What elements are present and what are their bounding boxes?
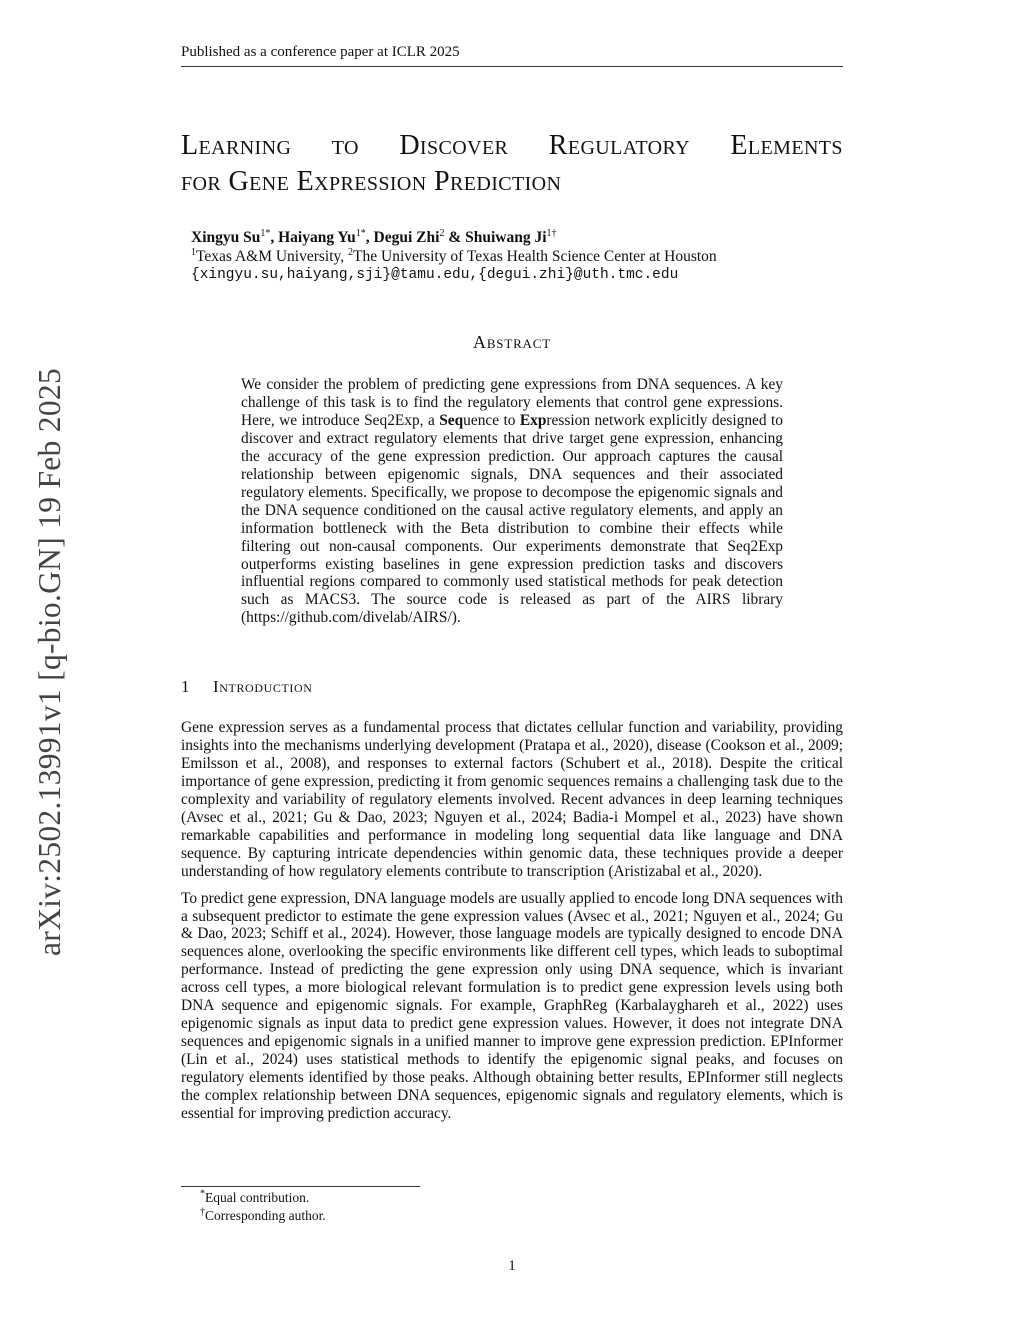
author-names — [191, 228, 843, 247]
paper-title — [181, 128, 843, 200]
affiliation-mark: 2 — [348, 246, 354, 258]
section-heading — [181, 677, 843, 697]
author-name: Haiyang Yu — [278, 229, 356, 246]
page-number: 1 — [508, 1258, 516, 1274]
author-mark: 1* — [355, 227, 366, 239]
footnote-text: Equal contribution. — [205, 1190, 310, 1205]
title-word: Learning — [181, 130, 292, 161]
author-separator: & — [444, 229, 466, 246]
footnote — [200, 1189, 700, 1207]
author-separator: , — [270, 229, 279, 246]
abstract-part: We consider the problem of predicting gene expressions from DNA sequences. A key challenge of this task is to find the regulatory elements that control gene expressions. Here, we introduce Seq2Exp, a — [241, 376, 783, 429]
footnote-rule — [181, 1186, 420, 1187]
title-line-1 — [181, 128, 843, 164]
author-name: Xingyu Su — [191, 229, 261, 246]
abstract-part: ression network explicitly designed to discover and extract regulatory elements that drive target gene expression, enhancing the accuracy of the gene expression prediction. Our approach captures the causal relationship between epigenomic signals, DNA sequences and their associated regulatory elements. Specifically, we propose to decompose the epigenomic signals and the DNA sequence conditioned on the causal active regulatory elements, and apply an information bottleneck with the Beta distribution to combine their effects while filtering out non-causal components. Our experiments demonstrate that Seq2Exp outperforms existing baselines in gene expression prediction tasks and discovers influential regions compared to commonly used statistical methods for peak detection such as MACS3. The source code is released as part of the AIRS library (https://github.com/divelab/AIRS/). — [241, 411, 783, 627]
affiliation-mark: 1 — [191, 246, 196, 258]
title-word: Discover — [399, 130, 509, 161]
introduction-body — [181, 719, 843, 1132]
author-mark: 1* — [260, 227, 271, 239]
author-mark: 2 — [439, 227, 445, 239]
author-mark: 1† — [546, 227, 557, 239]
title-line-2: for Gene Expression Prediction — [181, 166, 562, 197]
affiliations — [191, 247, 843, 266]
paragraph: Gene expression serves as a fundamental process that dictates cellular function and variability, providing insights into the mechanisms underlying development (Pratapa et al., 2020), disease (Cookson et al., 2009; Emilsson et al., 2008), and responses to external factors (Schubert et al., 2018). Despite the critical importance of gene expression, predicting it from genomic sequences remains a challenging task due to the complexity and variability of regulatory elements involved. Recent advances in deep learning techniques (Avsec et al., 2021; Gu & Dao, 2023; Nguyen et al., 2024; Badia-i Mompel et al., 2023) have shown remarkable capabilities and performance in modeling long sequential data like language and DNA sequence. By capturing intricate dependencies within genomic data, these techniques provide a deeper understanding of how regulatory elements contribute to transcription (Aristizabal et al., 2020). — [181, 719, 843, 880]
abstract-text — [241, 376, 783, 627]
footnote-mark: * — [200, 1188, 205, 1200]
section-title: Introduction — [213, 677, 313, 696]
abstract-part: uence to — [463, 411, 520, 429]
paragraph: To predict gene expression, DNA language models are usually applied to encode long DNA sequences with a subsequent predictor to estimate the gene expression values (Avsec et al., 2021; Nguyen et al., 2024; Gu & Dao, 2023; Schiff et al., 2024). However, those language models are typically designed to encode DNA sequences alone, overlooking the specific environments like different cell types, which leads to suboptimal performance. Instead of predicting the gene expression only using DNA sequence, which is invariant across cell types, a more biological relevant formulation is to predict gene expression levels using both DNA sequence and epigenomic signals. For example, GraphReg (Karbalayghareh et al., 2022) uses epigenomic signals as input data to predict gene expression values. However, it does not integrate DNA sequences and epigenomic signals in a unified manner to improve gene expression prediction. EPInformer (Lin et al., 2024) uses statistical methods to identify the epigenomic signal peaks, and focuses on regulatory elements identified by those peaks. Although obtaining better results, EPInformer still neglects the complex relationship between DNA sequences, epigenomic signals and regulatory elements, which is essential for improving prediction accuracy. — [181, 889, 843, 1123]
title-word: Elements — [730, 130, 843, 161]
footnote-text: Corresponding author. — [205, 1208, 326, 1223]
author-emails: {xingyu.su,haiyang,sji}@tamu.edu,{degui.zhi}@uth.tmc.edu — [191, 267, 679, 283]
section-number: 1 — [181, 677, 191, 696]
affiliation-text: The University of Texas Health Science Center at Houston — [353, 248, 717, 265]
title-word: to — [331, 130, 359, 161]
running-header: Published as a conference paper at ICLR 2025 — [181, 44, 843, 67]
footnotes — [200, 1189, 700, 1225]
abstract-bold: Seq — [439, 411, 464, 429]
footnote — [200, 1207, 700, 1225]
author-block — [191, 228, 843, 285]
title-word: Regulatory — [548, 130, 690, 161]
author-name: Shuiwang Ji — [465, 229, 547, 246]
arxiv-identifier: arXiv:2502.13991v1 [q-bio.GN] 19 Feb 2025 — [32, 368, 67, 956]
author-separator: , — [365, 229, 374, 246]
affiliation-text: Texas A&M University, — [196, 248, 349, 265]
footnote-mark: † — [200, 1206, 205, 1218]
abstract-bold: Exp — [519, 411, 547, 429]
author-name: Degui Zhi — [373, 229, 440, 246]
abstract-heading: Abstract — [473, 332, 551, 352]
